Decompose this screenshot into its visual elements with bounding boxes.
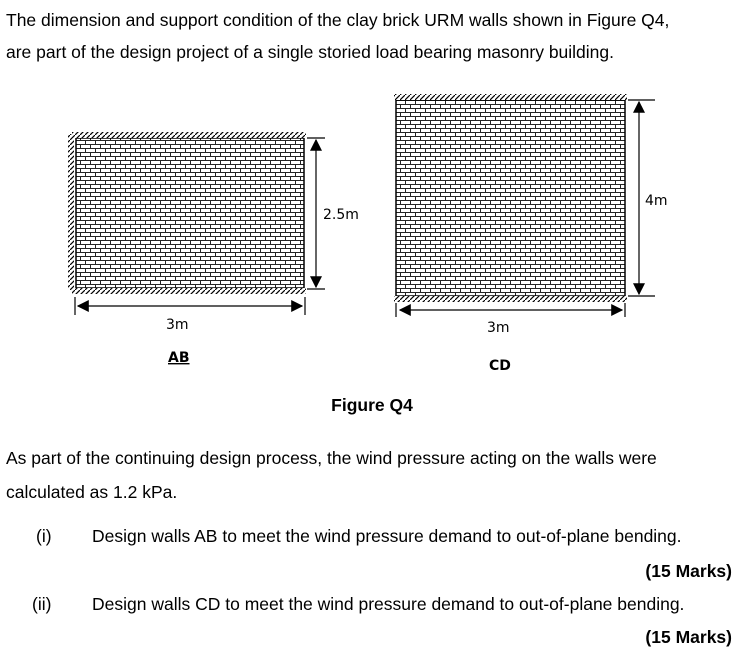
continuation-paragraph: As part of the continuing design process, the wind pressure acting on the walls were calculated as 1.2 kPa. <box>6 448 657 502</box>
wall-ab-left-support <box>68 134 74 290</box>
question-1-number: (i) <box>36 526 52 546</box>
intro-paragraph: The dimension and support condition of the clay brick URM walls shown in Figure Q4, are part of the design project of a single storied load bearing masonry building. <box>6 10 670 62</box>
wall-ab-brickwork <box>76 138 304 288</box>
wall-cd-drawing <box>394 94 668 374</box>
wall-ab-height-label: 2.5m <box>323 207 359 223</box>
wall-cd-width-label: 3m <box>487 320 510 336</box>
wall-ab-top-support <box>72 132 306 138</box>
question-2-marks: (15 Marks) <box>645 627 732 647</box>
question-1-text: Design walls AB to meet the wind pressure demand to out-of-plane bending. <box>92 526 682 546</box>
question-1-marks: (15 Marks) <box>645 561 732 581</box>
wall-cd-top-support <box>394 94 627 100</box>
wall-ab-width-label: 3m <box>166 317 189 333</box>
wall-ab-bottom-support <box>72 288 306 294</box>
question-2-number: (ii) <box>32 594 52 614</box>
question-2-text: Design walls CD to meet the wind pressure demand to out-of-plane bending. <box>92 594 685 614</box>
wall-cd-height-label: 4m <box>645 193 668 209</box>
figure-caption: Figure Q4 <box>331 395 413 415</box>
wall-ab-drawing <box>68 132 359 366</box>
wall-cd-label: CD <box>489 358 511 374</box>
wall-cd-brickwork <box>396 100 625 296</box>
wall-cd-bottom-support <box>394 296 627 302</box>
wall-ab-label: AB <box>168 350 190 366</box>
